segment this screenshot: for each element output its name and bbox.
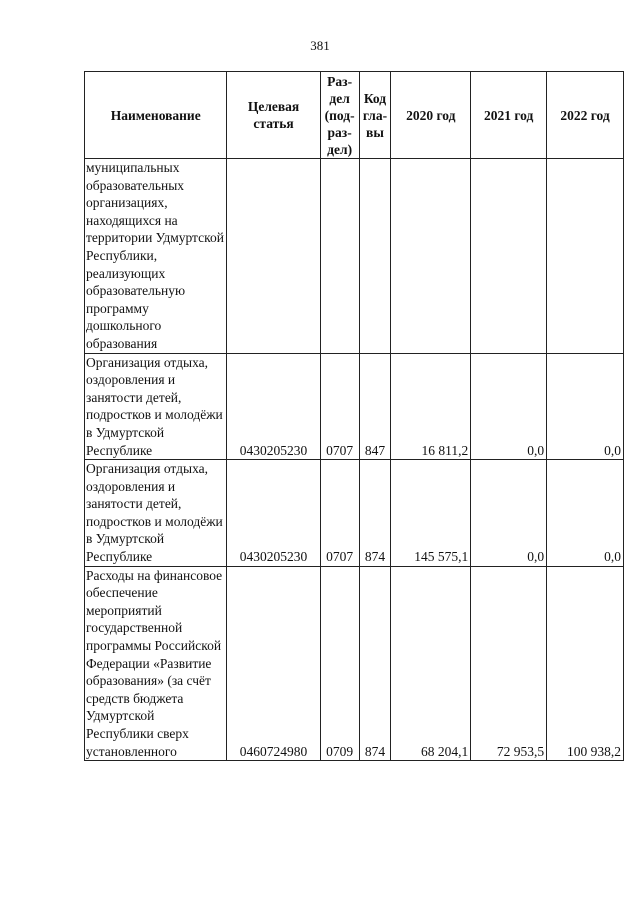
table-row [85, 460, 624, 567]
row-2020 [391, 159, 471, 354]
row-chapter-code: 874 [359, 566, 391, 761]
row-2021: 0,0 [471, 353, 547, 460]
row-chapter-code [359, 159, 391, 354]
row-name: Расходы на финансовое обеспечение мероприятий государственной программы Российской Федерации «Развитие образования» (за счёт средств бюджета Удмуртской Республики сверх установленного [85, 566, 227, 761]
row-name: Организация отдыха, оздоровления и занятости детей, подростков и молодёжи в Удмуртской Республике [85, 460, 227, 567]
row-chapter-code: 874 [359, 460, 391, 567]
row-section: 0707 [320, 460, 359, 567]
row-2021: 0,0 [471, 460, 547, 567]
row-2020: 145 575,1 [391, 460, 471, 567]
row-name: муниципальных образовательных организациях, находящихся на территории Удмуртской Республики, реализующих образовательную программу дошкольного образования [85, 159, 227, 354]
header-row [85, 72, 624, 159]
header-2022: 2022 год [547, 72, 624, 159]
table-row [85, 353, 624, 460]
header-name: Наименование [85, 72, 227, 159]
row-2022: 0,0 [547, 460, 624, 567]
row-2020: 16 811,2 [391, 353, 471, 460]
header-2021: 2021 год [471, 72, 547, 159]
row-2022: 0,0 [547, 353, 624, 460]
row-section: 0709 [320, 566, 359, 761]
table-row [85, 566, 624, 761]
row-target-article: 0460724980 [227, 566, 320, 761]
row-target-article: 0430205230 [227, 460, 320, 567]
row-target-article [227, 159, 320, 354]
header-section: Раз- дел (под- раз- дел) [320, 72, 359, 159]
page-number: 381 [310, 38, 330, 53]
row-section: 0707 [320, 353, 359, 460]
row-2021 [471, 159, 547, 354]
row-target-article: 0430205230 [227, 353, 320, 460]
header-2020: 2020 год [391, 72, 471, 159]
table-row [85, 159, 624, 354]
row-2021: 72 953,5 [471, 566, 547, 761]
row-2020: 68 204,1 [391, 566, 471, 761]
header-target-article: Целевая статья [227, 72, 320, 159]
row-name: Организация отдыха, оздоровления и занятости детей, подростков и молодёжи в Удмуртской Республике [85, 353, 227, 460]
row-section [320, 159, 359, 354]
row-chapter-code: 847 [359, 353, 391, 460]
row-2022 [547, 159, 624, 354]
budget-table [84, 71, 624, 761]
row-2022: 100 938,2 [547, 566, 624, 761]
header-chapter-code: Код гла- вы [359, 72, 391, 159]
